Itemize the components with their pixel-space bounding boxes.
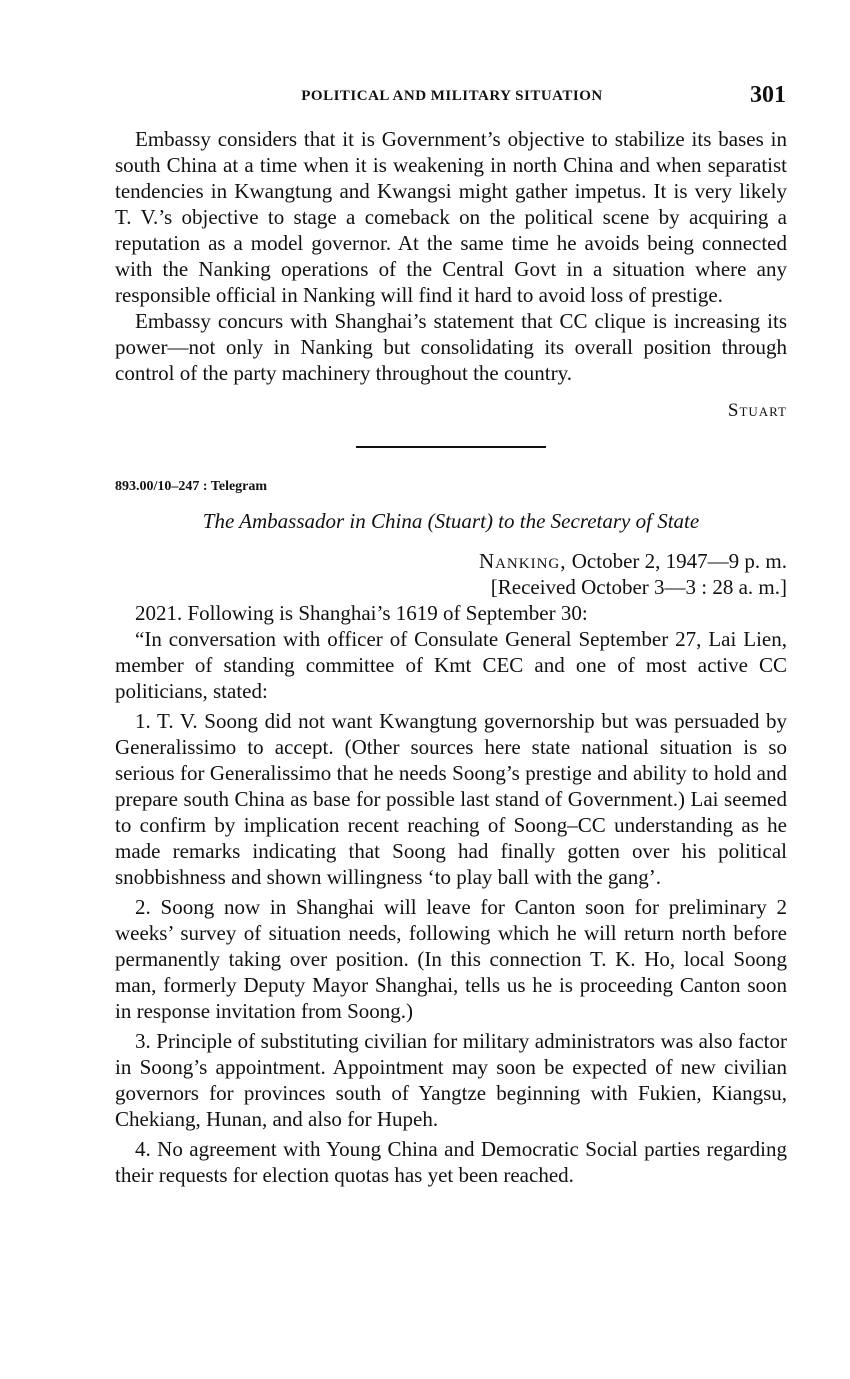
telegram-paragraph: “In conversation with officer of Consulate General September 27, Lai Lien, member of standing committee of Kmt CEC and one of most active CC politicians, stated: (115, 627, 787, 703)
telegram-paragraph: 2021. Following is Shanghai’s 1619 of September 30: (135, 601, 588, 625)
numbered-item: 2. Soong now in Shanghai will leave for Canton soon for preliminary 2 weeks’ survey of situation needs, following which he will return north before permanently taking over position. (In this connection T. K. Ho, local Soong man, formerly Deputy Mayor Shanghai, tells us he is proceeding Canton soon in response invitation from Soong.) (115, 895, 787, 1023)
page-body (115, 126, 787, 1188)
received-line: [Received October 3—3 : 28 a. m.] (490, 575, 787, 599)
document-title: The Ambassador in China (Stuart) to the Secretary of State (202, 509, 700, 533)
dateline (115, 548, 787, 600)
numbered-item: 3. Principle of substituting civilian for military administrators was also factor in Soong’s appointment. Appointment may soon be expected of new civilian governors for provinces south of Yangtze beginning with Fukien, Kiangsu, Chekiang, Hunan, and also for Hupeh. (115, 1029, 787, 1131)
numbered-item: 1. T. V. Soong did not want Kwangtung governorship but was persuaded by Generalissimo to accept. (Other sources here state national situation is so serious for Generalissimo that he needs Soong’s prestige and ability to hold and prepare south China as base for possible last stand of Government.) Lai seemed to confirm by implication recent reaching of Soong–CC understanding as he made remarks indicating that Soong had finally gotten over his political snobbishness and shown willingness ‘to play ball with the gang’. (115, 709, 787, 889)
signature: Stuart (727, 400, 787, 421)
dateline-date: October 2, 1947—9 p. m. (571, 549, 787, 573)
numbered-item: 4. No agreement with Young China and Democratic Social parties regarding their requests for election quotas has yet been reached. (115, 1137, 787, 1187)
intro-paragraph: Embassy concurs with Shanghai’s statement that CC clique is increasing its power—not only in Nanking but consolidating its overall position through control of the party machinery throughout the country. (115, 309, 787, 385)
dateline-place: Nanking, (478, 549, 567, 573)
running-title: POLITICAL AND MILITARY SITUATION (301, 88, 603, 104)
intro-paragraph: Embassy considers that it is Government’s objective to stabilize its bases in south China at a time when it is weakening in north China and when separatist tendencies in Kwangtung and Kwangsi might gather impetus. It is very likely T. V.’s objective to stage a comeback on the political scene by acquiring a reputation as a model governor. At the same time he avoids being connected with the Nanking operations of the Central Govt in a situation where any responsible official in Nanking will find it hard to avoid loss of prestige. (115, 127, 787, 307)
section-divider (356, 446, 546, 448)
running-header (118, 82, 786, 112)
page-number: 301 (750, 82, 786, 108)
document-reference: 893.00/10–247 : Telegram (115, 479, 268, 494)
